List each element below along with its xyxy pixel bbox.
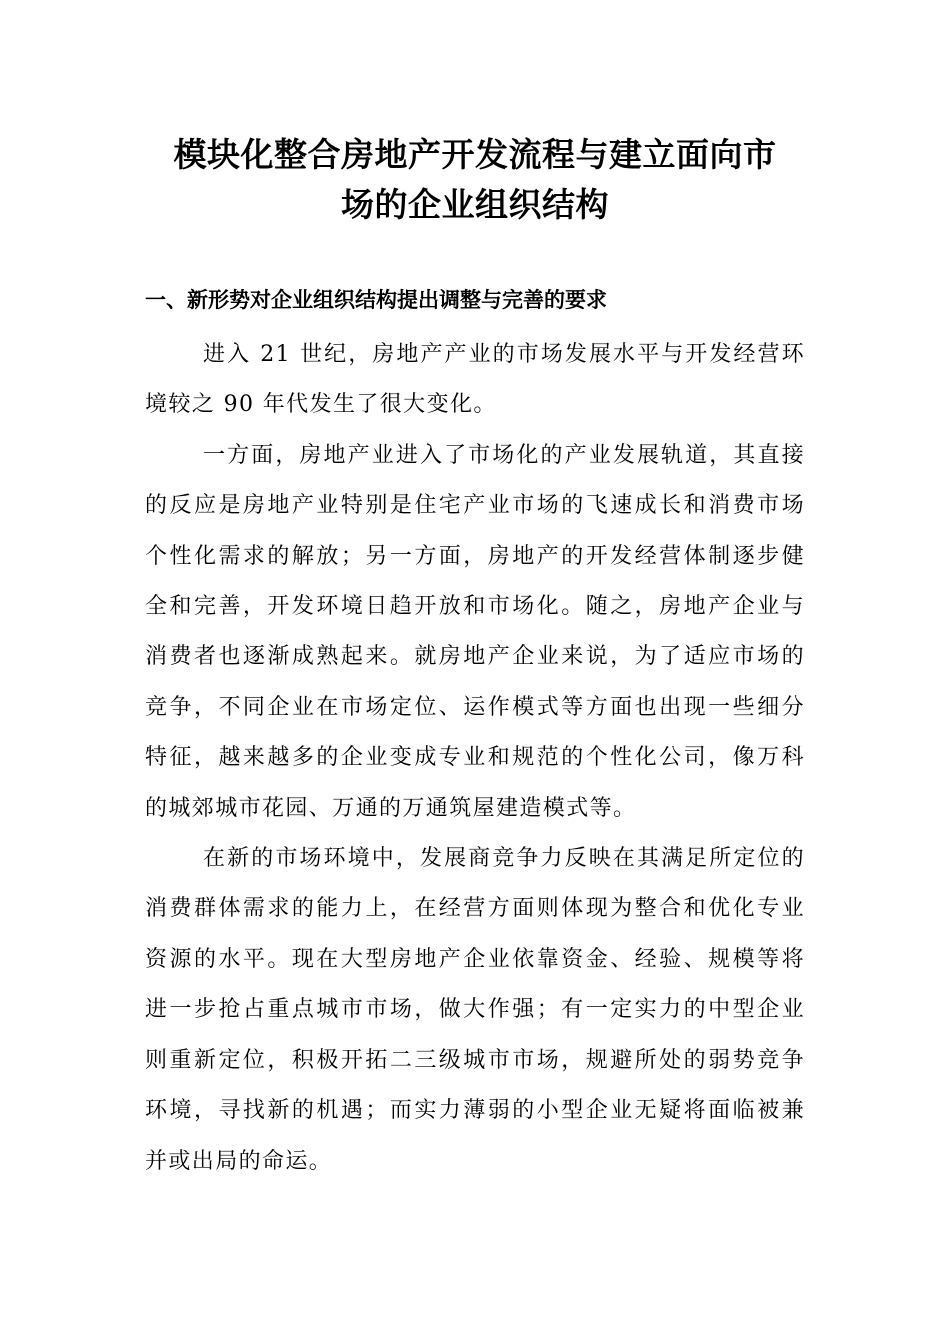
paragraph-2 — [145, 431, 805, 834]
paragraph-line: 特征，越来越多的企业变成专业和规范的个性化公司，像万科 — [145, 745, 805, 771]
paragraph-line: 的反应是房地产业特别是住宅产业市场的飞速成长和消费市场 — [145, 493, 805, 519]
section-heading: 一、新形势对企业组织结构提出调整与完善的要求 — [145, 288, 607, 312]
paragraph-line: 的城郊城市花园、万通的万通筑屋建造模式等。 — [145, 795, 637, 821]
paragraph-line: 境较之 90 年代发生了很大变化。 — [145, 392, 497, 418]
paragraph-line: 消费群体需求的能力上，在经营方面则体现为整合和优化专业 — [145, 896, 805, 922]
title-line-2: 场的企业组织结构 — [341, 185, 609, 224]
paragraph-line: 在新的市场环境中，发展商竞争力反映在其满足所定位的 — [203, 846, 805, 872]
paragraph-line: 消费者也逐渐成熟起来。就房地产企业来说，为了适应市场的 — [145, 644, 805, 670]
paragraph-line: 一方面，房地产业进入了市场化的产业发展轨道，其直接 — [203, 442, 805, 468]
title-line-1: 模块化整合房地产开发流程与建立面向市 — [173, 135, 777, 174]
paragraph-line: 进一步抢占重点城市市场，做大作强；有一定实力的中型企业 — [145, 997, 805, 1023]
paragraph-3 — [145, 834, 805, 1187]
paragraph-line: 竞争，不同企业在市场定位、运作模式等方面也出现一些细分 — [145, 694, 805, 720]
paragraph-1 — [145, 330, 805, 431]
paragraph-line: 则重新定位，积极开拓二三级城市市场，规避所处的弱势竞争 — [145, 1047, 805, 1073]
paragraph-line: 环境，寻找新的机遇；而实力薄弱的小型企业无疑将面临被兼 — [145, 1098, 805, 1124]
document-body — [145, 330, 805, 1187]
paragraph-line: 全和完善，开发环境日趋开放和市场化。随之，房地产企业与 — [145, 594, 805, 620]
paragraph-line: 资源的水平。现在大型房地产企业依靠资金、经验、规模等将 — [145, 946, 805, 972]
paragraph-line: 个性化需求的解放；另一方面，房地产的开发经营体制逐步健 — [145, 543, 805, 569]
paragraph-line: 进入 21 世纪，房地产产业的市场发展水平与开发经营环 — [203, 342, 805, 367]
document-title — [145, 130, 805, 230]
paragraph-line: 并或出局的命运。 — [145, 1148, 333, 1174]
